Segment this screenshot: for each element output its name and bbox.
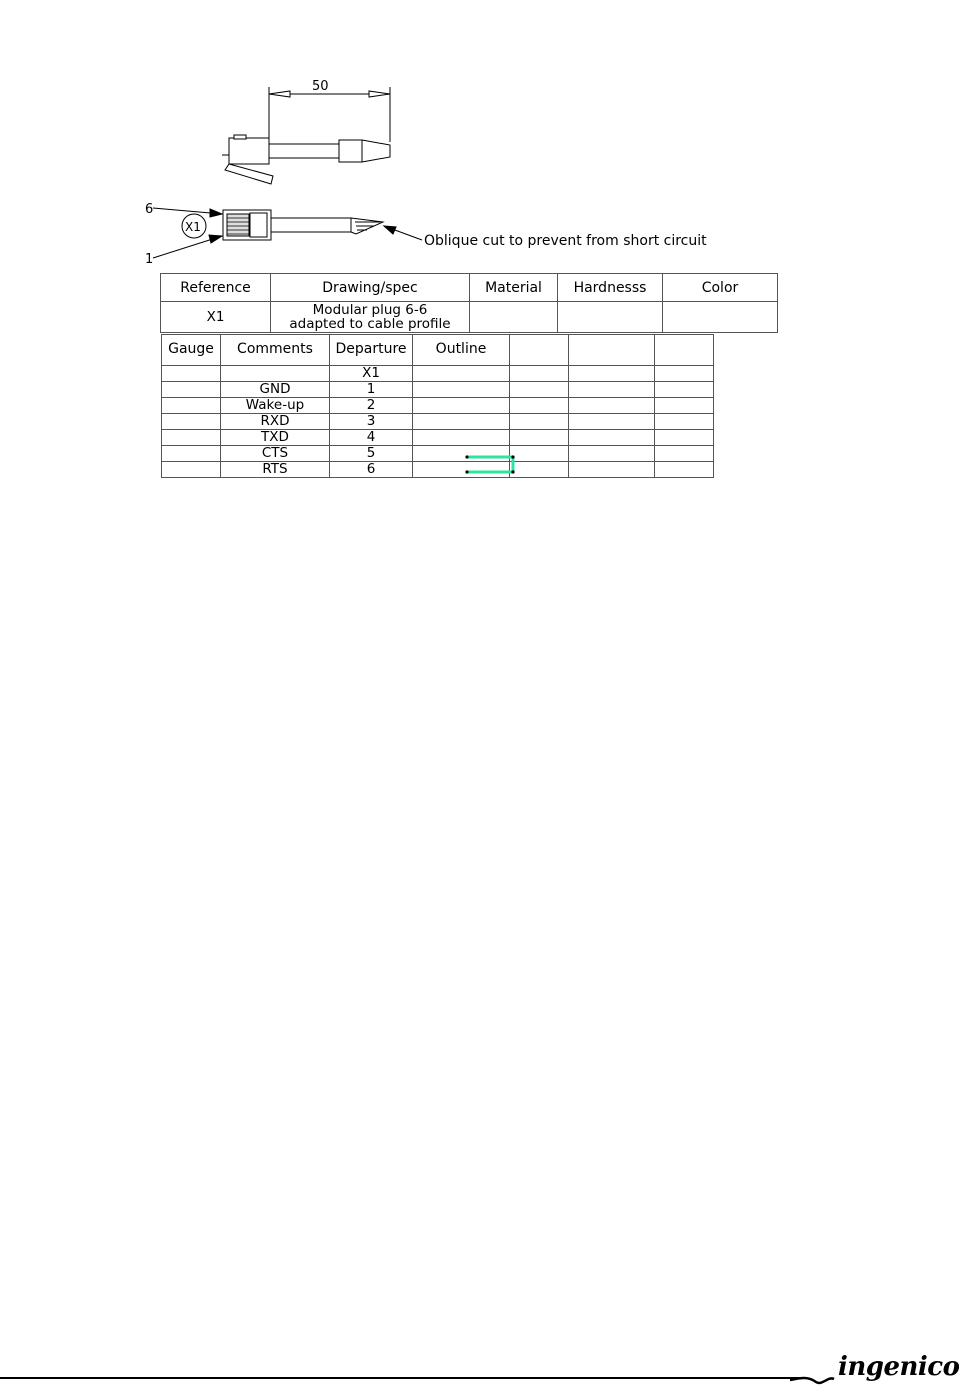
wire-row [162,382,714,398]
wire-header-departure: Departure [330,335,413,366]
loop-wire [467,457,513,472]
spec-header-drawing: Drawing/spec [271,274,470,302]
wire-departure: X1 [330,366,413,382]
wire-gauge [162,366,221,382]
spec-table [160,273,778,333]
wire-header-gauge: Gauge [162,335,221,366]
wire-departure: 1 [330,382,413,398]
dimension-label: 50 [312,79,329,94]
wire-header-comments: Comments [221,335,330,366]
spec-material [470,302,558,333]
wire-comment: CTS [221,446,330,462]
wire-gauge [162,430,221,446]
wire-departure: 3 [330,414,413,430]
wire-comment: Wake-up [221,398,330,414]
cable-side-view [222,135,390,184]
cts-rts-loop [460,450,520,478]
wire-gauge [162,446,221,462]
wire-departure: 5 [330,446,413,462]
wire-comment: GND [221,382,330,398]
wire-comment: RXD [221,414,330,430]
wire-row [162,414,714,430]
wire-gauge [162,398,221,414]
spec-reference: X1 [161,302,271,333]
loop-dot [511,470,514,473]
wire-departure: 4 [330,430,413,446]
dimension-line [269,87,390,142]
wire-header-extra-1 [510,335,569,366]
wire-header-outline: Outline [413,335,510,366]
wire-row [162,398,714,414]
wire-gauge [162,462,221,478]
wire-comment: TXD [221,430,330,446]
spec-hardness [558,302,663,333]
wire-departure: 6 [330,462,413,478]
cable-top-view [223,210,383,240]
brand-logo: ingenico [838,1352,959,1382]
wire-row [162,462,714,478]
wire-header-extra-3 [655,335,714,366]
connector-label: X1 [185,220,201,234]
wire-connector-row [162,366,714,382]
loop-dot [511,455,514,458]
wire-header-extra-2 [569,335,655,366]
loop-dot [465,455,468,458]
wire-comment: RTS [221,462,330,478]
spec-header-material: Material [470,274,558,302]
spec-color [663,302,778,333]
pin-top-label: 6 [145,202,154,217]
loop-dot [465,470,468,473]
spec-drawing-line2: adapted to cable profile [289,316,451,332]
footer-rule [0,1377,800,1379]
wire-departure: 2 [330,398,413,414]
wire-gauge [162,414,221,430]
oblique-cut-annotation: Oblique cut to prevent from short circuit [424,233,707,249]
wire-table [161,334,714,478]
spec-header-reference: Reference [161,274,271,302]
spec-drawing-line1: Modular plug 6-6 [312,302,428,318]
wire-gauge [162,382,221,398]
wire-row [162,430,714,446]
spec-drawing [271,302,470,333]
wire-comment [221,366,330,382]
wire-row [162,446,714,462]
pin-bottom-label: 1 [145,252,154,267]
spec-header-hardness: Hardnesss [558,274,663,302]
spec-header-color: Color [663,274,778,302]
